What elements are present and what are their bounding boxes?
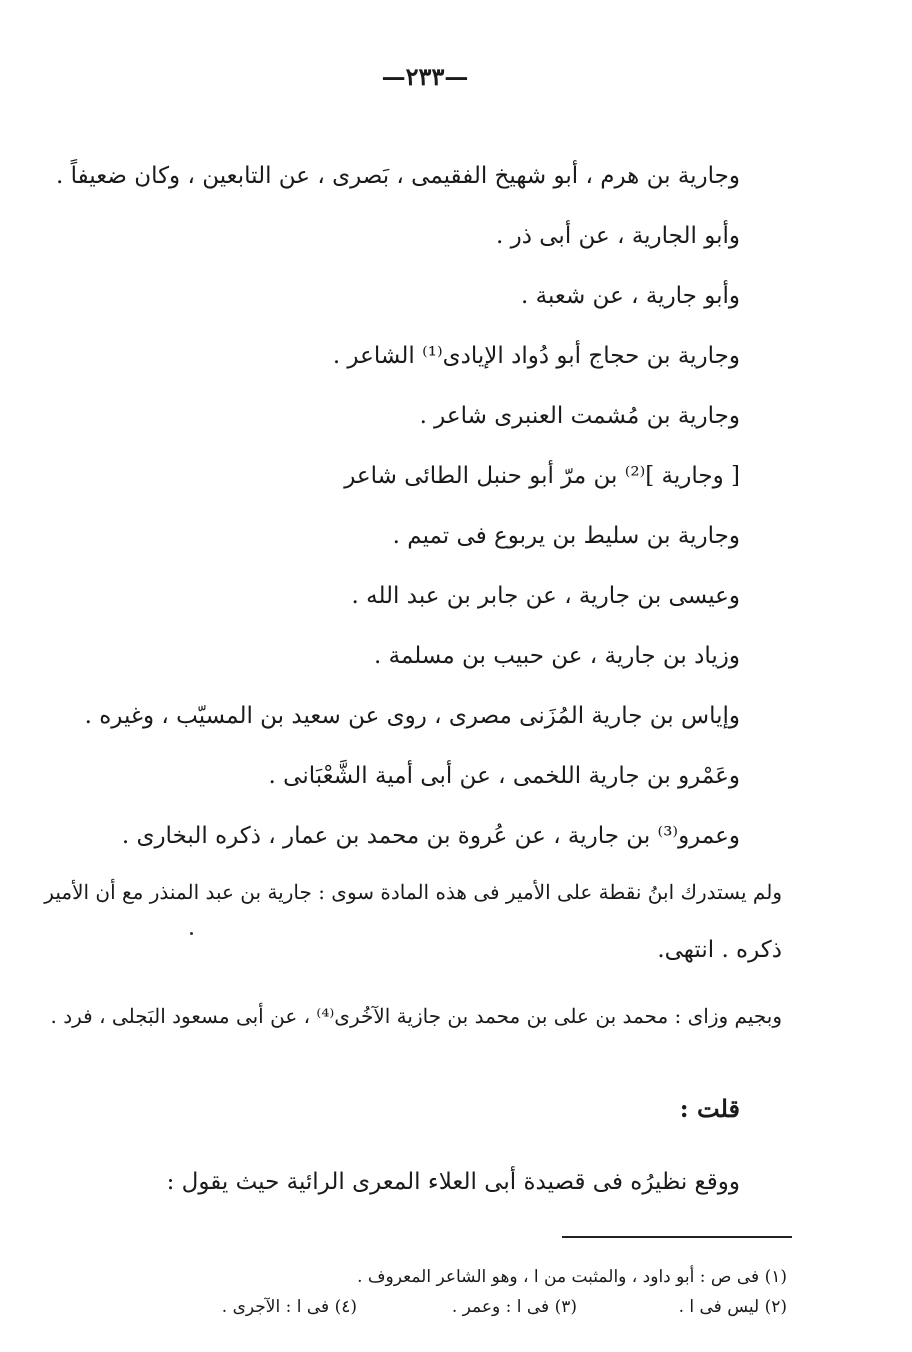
text-line: وأبو الجارية ، عن أبى ذر . [495,223,740,249]
text-line: وبجيم وزاى : محمد بن على بن محمد بن جازية الآخُرى⁽⁴⁾ ، عن أبى مسعود البَجلى ، فرد . [50,1004,782,1028]
text-line: ذكره . انتهى. [657,937,782,963]
text-line: وعيسى بن جارية ، عن جابر بن عبد الله . [351,583,740,609]
footnote-4: (٤) فى ا : الآجرى . [221,1297,357,1317]
text-line: وإياس بن جارية المُزَنى مصرى ، روى عن سعيد بن المسيّب ، وغيره . [84,703,740,729]
text-line: وجارية بن هرم ، أبو شهيخ الفقيمى ، بَصرى ، عن التابعين ، وكان ضعيفاً . [56,163,740,189]
text-line: وجارية بن سليط بن يربوع فى تميم . [392,523,740,549]
footnote-3: (٣) فى ا : وعمر . [451,1297,577,1317]
footnote-1: (١) فى ص : أبو داود ، والمثبت من ا ، وهو الشاعر المعروف . [357,1267,787,1287]
print-speck [190,932,193,935]
text-line: وجارية بن مُشمت العنبرى شاعر . [419,403,740,429]
footnote-2: (٢) ليس فى ا . [678,1297,787,1317]
footnote-divider [562,1236,792,1238]
text-line: وأبو جارية ، عن شعبة . [520,283,740,309]
page-number: —٢٣٣— [381,62,469,91]
text-line: وعَمْرو بن جارية اللخمى ، عن أبى أمية الشَّعْبَانى . [268,763,740,789]
text-line: ووقع نظيرُه فى قصيدة أبى العلاء المعرى الرائية حيث يقول : [166,1169,740,1195]
text-line: ولم يستدرك ابنُ نقطة على الأمير فى هذه المادة سوى : جارية بن عبد المنذر مع أن الأمير [44,880,782,904]
footnote-row [187,1296,787,1320]
section-heading: قلت : [679,1094,740,1123]
text-line: وجارية بن حجاج أبو دُواد الإيادى⁽¹⁾ الشاعر . [332,343,740,369]
text-line: وعمرو⁽³⁾ بن جارية ، عن عُروة بن محمد بن عمار ، ذكره البخارى . [121,823,740,849]
text-line: [ وجارية ]⁽²⁾ بن مرّ أبو حنبل الطائى شاعر [344,463,740,489]
text-line: وزياد بن جارية ، عن حبيب بن مسلمة . [374,643,740,669]
